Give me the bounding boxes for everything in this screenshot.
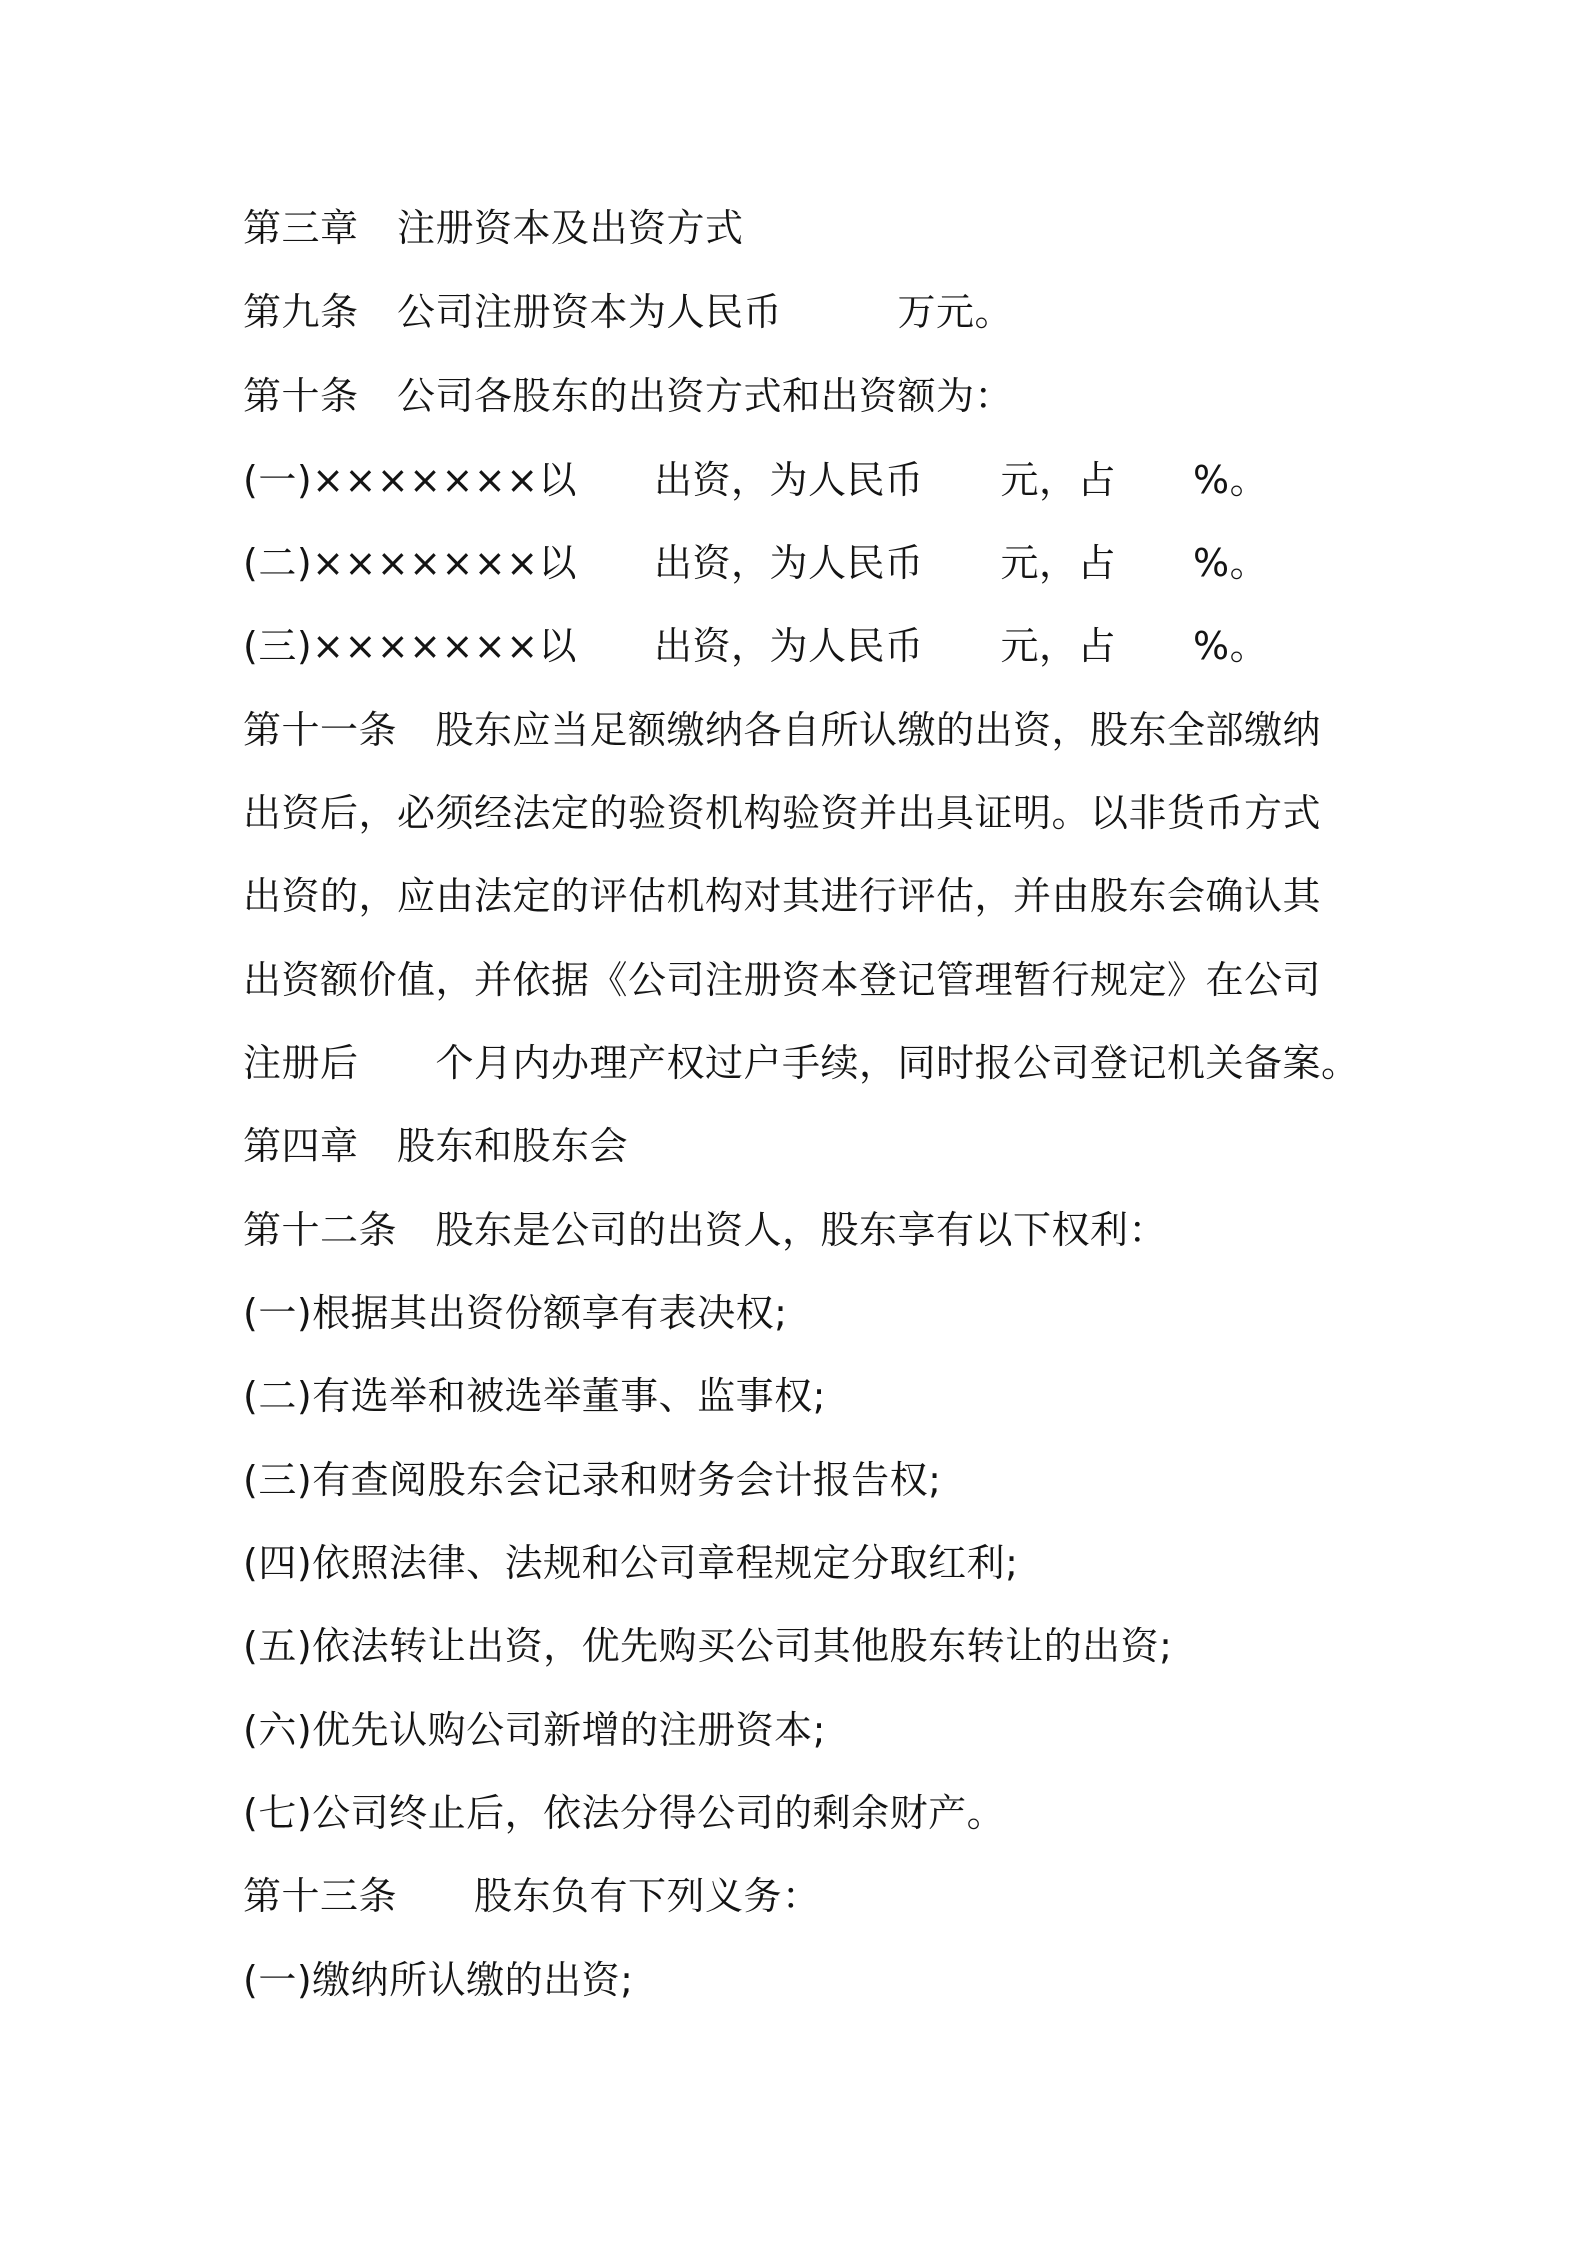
article-11-line-5: 注册后 个月内办理产权过户手续，同时报公司登记机关备案。 [243, 1041, 1360, 1085]
article-12-item-5: (五)依法转让出资，优先购买公司其他股东转让的出资; [243, 1624, 1173, 1668]
article-10: 第十条 公司各股东的出资方式和出资额为： [243, 374, 1014, 418]
article-11-line-2: 出资后，必须经法定的验资机构验资并出具证明。以非货币方式 [243, 791, 1322, 835]
article-13-item-1: (一)缴纳所认缴的出资; [243, 1958, 634, 2002]
article-12-item-1: (一)根据其出资份额享有表决权; [243, 1291, 788, 1335]
article-12-item-3: (三)有查阅股东会记录和财务会计报告权; [243, 1458, 942, 1502]
article-11-line-3: 出资的，应由法定的评估机构对其进行评估，并由股东会确认其 [243, 874, 1322, 918]
article-12: 第十二条 股东是公司的出资人，股东享有以下权利： [243, 1208, 1168, 1252]
article-11-line-1: 第十一条 股东应当足额缴纳各自所认缴的出资，股东全部缴纳 [243, 708, 1322, 752]
article-10-item-3: (三)×××××××以 出资，为人民币 元，占 %。 [243, 624, 1269, 668]
article-12-item-2: (二)有选举和被选举董事、监事权; [243, 1374, 826, 1418]
article-10-item-2: (二)×××××××以 出资，为人民币 元，占 %。 [243, 541, 1269, 585]
article-13: 第十三条 股东负有下列义务： [243, 1874, 821, 1918]
article-12-item-6: (六)优先认购公司新增的注册资本; [243, 1708, 826, 1752]
chapter-4-heading: 第四章 股东和股东会 [243, 1124, 629, 1168]
article-10-item-1: (一)×××××××以 出资，为人民币 元，占 %。 [243, 458, 1269, 502]
article-12-item-4: (四)依照法律、法规和公司章程规定分取红利; [243, 1541, 1019, 1585]
article-11-line-4: 出资额价值，并依据《公司注册资本登记管理暂行规定》在公司 [243, 958, 1322, 1002]
chapter-3-heading: 第三章 注册资本及出资方式 [243, 206, 744, 250]
article-9: 第九条 公司注册资本为人民币 万元。 [243, 290, 1014, 334]
article-12-item-7: (七)公司终止后，依法分得公司的剩余财产。 [243, 1791, 1006, 1835]
